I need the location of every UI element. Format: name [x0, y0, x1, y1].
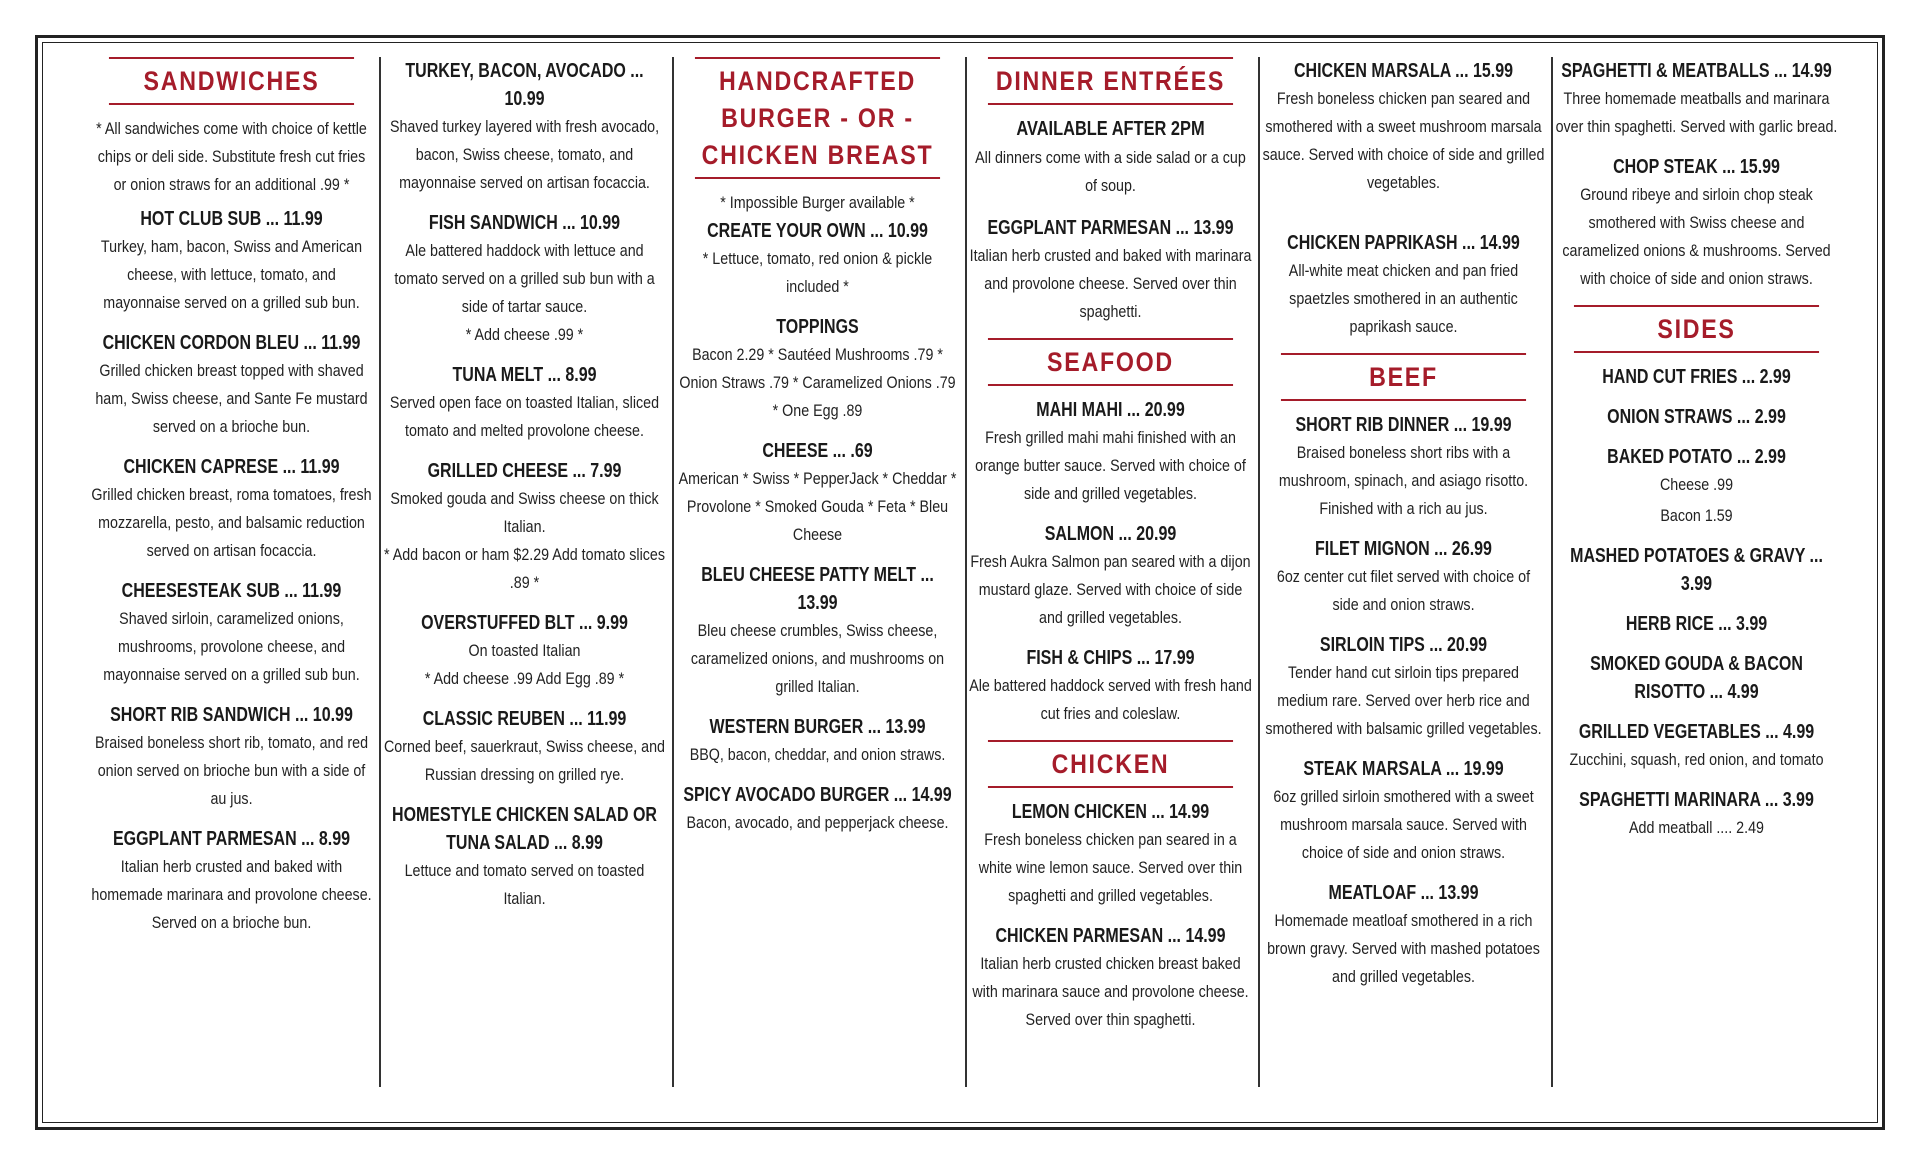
sides-header: SIDES: [1574, 305, 1819, 353]
item-name: FISH SANDWICH ... 10.99: [428, 212, 621, 234]
item-name: BLEU CHEESE PATTY MELT ... 13.99: [701, 564, 934, 614]
item-description: Fresh grilled mahi mahi finished with an orange butter sauce. Served with choice of side and grilled vegetables.: [975, 428, 1246, 503]
menu-item: [1554, 57, 1839, 141]
menu-item: [1261, 229, 1546, 341]
item-name: MAHI MAHI ... 20.99: [1036, 399, 1185, 421]
menu-item: [675, 313, 960, 425]
menu-item: [675, 561, 960, 701]
item-name: CLASSIC REUBEN ... 11.99: [422, 708, 627, 730]
menu-item: [968, 214, 1253, 326]
item-name: OVERSTUFFED BLT ... 9.99: [421, 612, 628, 634]
item-description: Bacon 2.29 * Sautéed Mushrooms .79 * Onion Straws .79 * Caramelized Onions .79 * One Egg .89: [679, 345, 956, 420]
item-name: SPAGHETTI MARINARA ... 3.99: [1579, 789, 1814, 811]
menu-item: [675, 437, 960, 549]
chicken-header: CHICKEN: [988, 740, 1233, 788]
item-description: Braised boneless short rib, tomato, and red onion served on brioche bun with a side of au jus.: [94, 733, 369, 808]
burgers-note: * Impossible Burger available *: [720, 193, 915, 212]
item-name: SPAGHETTI & MEATBALLS ... 14.99: [1561, 60, 1832, 82]
item-description: Cheese .99: [1659, 475, 1734, 494]
menu-item: [382, 457, 667, 597]
beef-header: BEEF: [1281, 353, 1526, 401]
column-divider: [1551, 57, 1553, 1087]
menu-item: [1554, 153, 1839, 293]
menu-item: [1261, 755, 1546, 867]
item-name: HAND CUT FRIES ... 2.99: [1602, 366, 1791, 388]
item-name: HOT CLUB SUB ... 11.99: [140, 208, 323, 230]
item-description: Braised boneless short ribs with a mushroom, spinach, and asiago risotto. Finished with a rich au jus.: [1278, 443, 1529, 518]
item-name: GRILLED CHEESE ... 7.99: [427, 460, 622, 482]
item-name: SPICY AVOCADO BURGER ... 14.99: [683, 784, 952, 806]
item-name: CHICKEN CAPRESE ... 11.99: [123, 456, 340, 478]
menu-item: [675, 217, 960, 301]
menu-item: [89, 577, 374, 689]
item-name: GRILLED VEGETABLES ... 4.99: [1578, 721, 1815, 743]
item-description: Italian herb crusted and baked with marinara and provolone cheese. Served over thin spaghetti.: [969, 246, 1252, 321]
menu-item: [89, 701, 374, 813]
menu-item: [89, 205, 374, 317]
burgers-header: HANDCRAFTED BURGER - OR - CHICKEN BREAST: [695, 57, 940, 179]
menu-item: [89, 329, 374, 441]
side-item: [1554, 650, 1839, 706]
item-name: LEMON CHICKEN ... 14.99: [1011, 801, 1210, 823]
menu-item: [1261, 631, 1546, 743]
item-description: Ale battered haddock with lettuce and tomato served on a grilled sub bun with a side of tartar sauce.: [394, 241, 655, 316]
side-item: [1554, 718, 1839, 774]
menu-item: [382, 361, 667, 445]
side-item: [1554, 443, 1839, 530]
menu-item: [89, 453, 374, 565]
item-description: Smoked gouda and Swiss cheese on thick Italian.: [390, 489, 659, 536]
item-name: SHORT RIB SANDWICH ... 10.99: [110, 704, 353, 726]
sides-column: [1554, 57, 1839, 854]
item-note: * Add cheese .99 *: [465, 325, 584, 344]
item-name: SALMON ... 20.99: [1044, 523, 1177, 545]
item-name: MEATLOAF ... 13.99: [1328, 882, 1479, 904]
burgers-column: [675, 57, 960, 849]
menu-item: [382, 209, 667, 349]
item-name: WESTERN BURGER ... 13.99: [709, 716, 926, 738]
item-description: 6oz center cut filet served with choice of side and onion straws.: [1276, 567, 1531, 614]
item-description: Ground ribeye and sirloin chop steak smothered with Swiss cheese and caramelized onions & mushrooms. Served with choice of side and onion straws.: [1562, 185, 1831, 288]
item-name: ONION STRAWS ... 2.99: [1607, 406, 1786, 428]
menu-item: [675, 713, 960, 769]
item-description: Italian herb crusted chicken breast baked with marinara sauce and provolone cheese. Served over thin spaghetti.: [972, 954, 1249, 1029]
item-description: Ale battered haddock served with fresh hand cut fries and coleslaw.: [969, 676, 1252, 723]
item-name: STEAK MARSALA ... 19.99: [1303, 758, 1504, 780]
menu-item: [968, 644, 1253, 728]
menu-item: [1261, 879, 1546, 991]
menu-item: [968, 520, 1253, 632]
item-description: Lettuce and tomato served on toasted Italian.: [404, 861, 645, 908]
item-note: * Add bacon or ham $2.29 Add tomato slices .89 *: [383, 545, 666, 592]
item-description: Shaved turkey layered with fresh avocado, bacon, Swiss cheese, tomato, and mayonnaise served on artisan focaccia.: [389, 117, 660, 192]
item-name: HOMESTYLE CHICKEN SALAD OR TUNA SALAD ... 8.99: [392, 804, 657, 854]
item-name: SMOKED GOUDA & BACON RISOTTO ... 4.99: [1590, 653, 1803, 703]
item-name: SHORT RIB DINNER ... 19.99: [1295, 414, 1512, 436]
item-description: Bacon, avocado, and pepperjack cheese.: [686, 813, 949, 832]
dinner-note: All dinners come with a side salad or a cup of soup.: [975, 148, 1246, 195]
item-description: 6oz grilled sirloin smothered with a sweet mushroom marsala sauce. Served with choice of side and onion straws.: [1273, 787, 1534, 862]
item-description: American * Swiss * PepperJack * Cheddar * Provolone * Smoked Gouda * Feta * Bleu Cheese: [678, 469, 957, 544]
item-description: Tender hand cut sirloin tips prepared medium rare. Served over herb rice and smothered with balsamic grilled vegetables.: [1265, 663, 1542, 738]
menu-item: [675, 781, 960, 837]
item-name: FILET MIGNON ... 26.99: [1315, 538, 1492, 560]
menu-item: [1261, 535, 1546, 619]
item-name: FISH & CHIPS ... 17.99: [1026, 647, 1195, 669]
item-name: CHICKEN PARMESAN ... 14.99: [995, 925, 1226, 947]
item-name: CHICKEN CORDON BLEU ... 11.99: [102, 332, 361, 354]
column-divider: [672, 57, 674, 1087]
item-description: Italian herb crusted and baked with homemade marinara and provolone cheese. Served on a brioche bun.: [91, 857, 372, 932]
item-name: TURKEY, BACON, AVOCADO ... 10.99: [405, 60, 644, 110]
item-description: Fresh boneless chicken pan seared and smothered with a sweet mushroom marsala sauce. Served with choice of side and grilled vegetables.: [1262, 89, 1545, 192]
item-description: Three homemade meatballs and marinara over thin spaghetti. Served with garlic bread.: [1555, 89, 1838, 136]
item-description: Homemade meatloaf smothered in a rich brown gravy. Served with mashed potatoes and grilled vegetables.: [1267, 911, 1540, 986]
dinner-column: [968, 57, 1253, 1046]
item-description: All-white meat chicken and pan fried spaetzles smothered in an authentic paprikash sauce.: [1288, 261, 1519, 336]
column-divider: [1258, 57, 1260, 1087]
item-description: Bleu cheese crumbles, Swiss cheese, caramelized onions, and mushrooms on grilled Italian.: [690, 621, 945, 696]
spacer: [1261, 209, 1546, 229]
dinner-subheader: AVAILABLE AFTER 2PM: [1016, 118, 1205, 140]
item-description: Fresh Aukra Salmon pan seared with a dijon mustard glaze. Served with choice of side and grilled vegetables.: [970, 552, 1251, 627]
item-name: CREATE YOUR OWN ... 10.99: [707, 220, 928, 242]
item-name: CHICKEN PAPRIKASH ... 14.99: [1287, 232, 1520, 254]
item-description: Bacon 1.59: [1660, 506, 1733, 525]
sandwiches-continued-column: [382, 57, 667, 925]
item-description: BBQ, bacon, cheddar, and onion straws.: [689, 745, 946, 764]
item-note: * Add cheese .99 Add Egg .89 *: [424, 669, 625, 688]
item-name: CHOP STEAK ... 15.99: [1613, 156, 1780, 178]
menu-item: [968, 798, 1253, 910]
side-item: [1554, 786, 1839, 842]
seafood-header: SEAFOOD: [988, 338, 1233, 386]
menu-item: [1261, 411, 1546, 523]
item-name: BAKED POTATO ... 2.99: [1607, 446, 1786, 468]
side-item: [1554, 363, 1839, 391]
menu-item: [968, 396, 1253, 508]
item-description: Grilled chicken breast, roma tomatoes, fresh mozzarella, pesto, and balsamic reduction served on artisan focaccia.: [91, 485, 372, 560]
menu-item: [382, 801, 667, 913]
side-item: [1554, 542, 1839, 598]
dinner-header: DINNER ENTRÉES: [988, 57, 1233, 105]
item-name: CHEESE ... .69: [762, 440, 873, 462]
item-name: EGGPLANT PARMESAN ... 13.99: [987, 217, 1234, 239]
item-name: MASHED POTATOES & GRAVY ... 3.99: [1570, 545, 1823, 595]
menu-item: [382, 57, 667, 197]
sandwiches-header: SANDWICHES: [109, 57, 354, 105]
item-name: TUNA MELT ... 8.99: [452, 364, 597, 386]
side-item: [1554, 403, 1839, 431]
item-description: * Lettuce, tomato, red onion & pickle included *: [702, 249, 933, 296]
item-description: Shaved sirloin, caramelized onions, mushrooms, provolone cheese, and mayonnaise served on a grilled sub bun.: [103, 609, 360, 684]
item-description: Grilled chicken breast topped with shaved ham, Swiss cheese, and Sante Fe mustard served on a brioche bun.: [95, 361, 368, 436]
item-name: EGGPLANT PARMESAN ... 8.99: [112, 828, 351, 850]
column-divider: [379, 57, 381, 1087]
menu-item: [382, 609, 667, 693]
menu-item: [89, 825, 374, 937]
side-item: [1554, 610, 1839, 638]
item-description: Fresh boneless chicken pan seared in a white wine lemon sauce. Served over thin spaghetti and grilled vegetables.: [978, 830, 1243, 905]
item-description: Turkey, ham, bacon, Swiss and American cheese, with lettuce, tomato, and mayonnaise served on a grilled sub bun.: [100, 237, 363, 312]
item-name: HERB RICE ... 3.99: [1625, 613, 1768, 635]
item-name: CHEESESTEAK SUB ... 11.99: [121, 580, 342, 602]
item-name: TOPPINGS: [776, 316, 859, 338]
beef-column: [1261, 57, 1546, 1003]
item-description: Served open face on toasted Italian, sliced tomato and melted provolone cheese.: [389, 393, 660, 440]
spacer: [968, 200, 1253, 214]
menu-item: [968, 922, 1253, 1034]
column-divider: [965, 57, 967, 1087]
sandwiches-column: [89, 57, 374, 949]
item-description: Corned beef, sauerkraut, Swiss cheese, and Russian dressing on grilled rye.: [383, 737, 666, 784]
sandwiches-note: * All sandwiches come with choice of kettle chips or deli side. Substitute fresh cut fries or onion straws for an additional .99 *: [96, 119, 367, 194]
item-description: Zucchini, squash, red onion, and tomato: [1569, 750, 1824, 769]
menu-item: [1261, 57, 1546, 197]
item-name: CHICKEN MARSALA ... 15.99: [1294, 60, 1513, 82]
menu-item: [382, 705, 667, 789]
item-description: Add meatball .... 2.49: [1629, 818, 1764, 837]
item-description: On toasted Italian: [468, 641, 581, 660]
item-name: SIRLOIN TIPS ... 20.99: [1319, 634, 1488, 656]
